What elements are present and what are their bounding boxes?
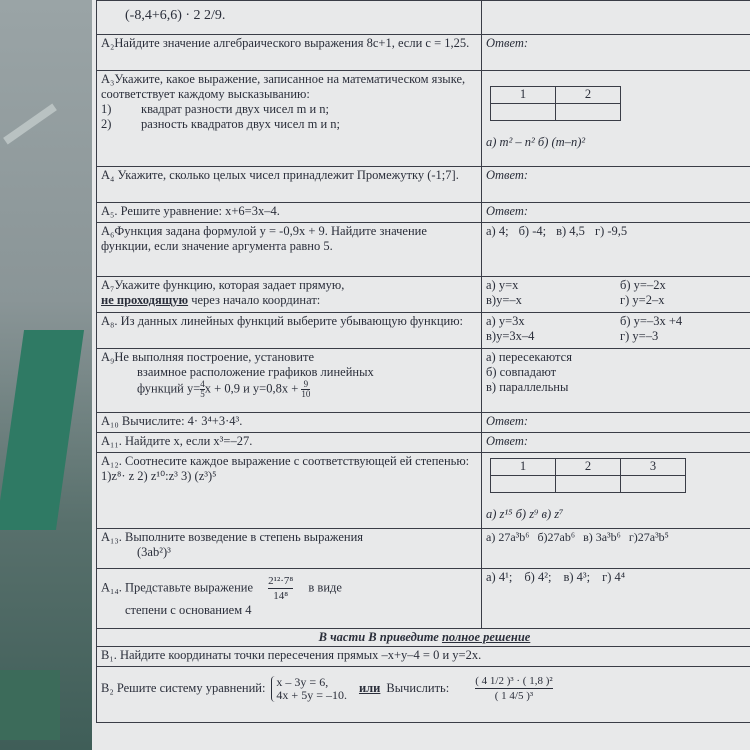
question-b1: В₁. Найдите координаты точки пересечения прямых –х+у–4 = 0 и у=2х. xyxy=(97,647,750,667)
option: г) 4⁴ xyxy=(602,570,626,584)
table-row xyxy=(97,629,750,647)
table-row xyxy=(97,647,750,667)
options-a13 xyxy=(482,529,750,569)
table-row xyxy=(97,433,750,453)
options-a8 xyxy=(482,313,750,349)
answer-box[interactable] xyxy=(491,104,556,121)
option: а) 4; xyxy=(486,224,509,238)
question-a13: А₁₃. Выполните возведение в степень выражения (3ab²)³ xyxy=(97,529,482,569)
table-row xyxy=(97,71,750,167)
option: г) у=2–х xyxy=(620,293,665,307)
option: а) у=3х xyxy=(486,314,525,328)
option: в)у=3х–4 xyxy=(486,329,535,343)
table-row xyxy=(97,667,750,723)
option: а) у=х xyxy=(486,278,519,292)
table-row xyxy=(97,277,750,313)
answer-cell xyxy=(482,1,750,35)
option: б) -4; xyxy=(518,224,547,238)
question-a8: А₈. Из данных линейных функций выберите убывающую функцию: xyxy=(97,313,482,349)
option: в) 4,5 xyxy=(556,224,585,238)
question-a9: А₉Не выполняя построение, установите взаимное расположение графиков линейных функций у= $\frac{4}{5}$ х + 0,9 и у=0,8х + $\frac{9}{10}$ xyxy=(97,349,482,413)
test-table xyxy=(96,0,750,723)
fraction: $\frac{\text{( 4 1/2 )³ · ( 1,8 )²}}{\text{( 1 4/5 )³}}$ xyxy=(475,675,553,702)
table-row xyxy=(97,313,750,349)
option: б) 4²; xyxy=(524,570,552,584)
question-a3: А₃Укажите, какое выражение, записанное на математическом языке, соответствует каждому высказыванию: 1) квадрат разности двух чисел m и n; 2) разность квадратов двух чисел m и n; xyxy=(97,71,482,167)
equation-system: х – 3у = 6, 4х + 5у = –10. xyxy=(271,676,347,702)
option: а) 4¹; xyxy=(486,570,513,584)
table-row xyxy=(97,569,750,629)
options-a9 xyxy=(482,349,750,413)
question-b2: В₂ Решите систему уравнений: х – 3у = 6, 4х + 5у = –10. или Вычислить: $\frac{\text{( 4 1/2 )³ · ( 1,8 )²}}{\text{( 1 4/5 )³}}$ xyxy=(97,667,750,723)
question-a5: А₅. Решите уравнение: х+6=3х–4. xyxy=(97,203,482,223)
question-a7: А₇Укажите функцию, которая задает прямую, не проходящую через начало координат: xyxy=(97,277,482,313)
top-expression: (-8,4+6,6) · 2 2/9. xyxy=(125,8,226,23)
answer-a3: 1 2 а) m² – n² б) (m–n)² xyxy=(482,71,750,167)
fraction: $\frac{\text{2¹²·7⁸}}{\text{14⁸}}$ xyxy=(268,575,294,602)
option: а) пересекаются xyxy=(486,350,572,364)
option: а) 27a³b⁶ xyxy=(486,530,530,544)
answer-box[interactable] xyxy=(491,476,556,493)
option: б) совпадают xyxy=(486,365,557,379)
option: г) у=–3 xyxy=(620,329,659,343)
option: в) 4³; xyxy=(563,570,591,584)
option: б) у=–3х +4 xyxy=(620,314,683,328)
question-a14: А₁₄. Представьте выражение $\frac{\text{2¹²·7⁸}}{\text{14⁸}}$ в виде степени с основанием 4 xyxy=(97,569,482,629)
question-a4: А₄ Укажите, сколько целых чисел принадлежит Промежутку (-1;7]. xyxy=(97,167,482,203)
answer-a12: 1 2 3 а) z¹⁵ б) z⁹ в) z⁷ xyxy=(482,453,750,529)
background-decoration xyxy=(0,670,60,740)
option: б) у=–2х xyxy=(620,278,666,292)
question-a11: А₁₁. Найдите х, если х³=–27. xyxy=(97,433,482,453)
option: в) 3a³b⁶ xyxy=(583,530,621,544)
table-row xyxy=(97,35,750,71)
part-b-heading: В части В приведите полное решение xyxy=(97,629,750,647)
answer-a10: Ответ: xyxy=(482,413,750,433)
table-row xyxy=(97,223,750,277)
option: в) параллельны xyxy=(486,380,569,394)
option: г)27a³b⁵ xyxy=(628,530,669,544)
table-row xyxy=(97,529,750,569)
option: г) -9,5 xyxy=(594,224,628,238)
options-a14 xyxy=(482,569,750,629)
answer-a11: Ответ: xyxy=(482,433,750,453)
answer-a2: Ответ: xyxy=(482,35,750,71)
table-row xyxy=(97,413,750,433)
table-row xyxy=(97,453,750,529)
option: в)у=–х xyxy=(486,293,522,307)
options-a7 xyxy=(482,277,750,313)
question-a6: А₆Функция задана формулой у = -0,9х + 9. Найдите значение функции, если значение аргумента равно 5. xyxy=(97,223,482,277)
table-row xyxy=(97,203,750,223)
answer-a5: Ответ: xyxy=(482,203,750,223)
answer-a4: Ответ: xyxy=(482,167,750,203)
fraction: $\frac{4}{5}$ xyxy=(200,379,205,399)
answer-box[interactable] xyxy=(556,476,621,493)
table-row xyxy=(97,349,750,413)
option: б)27ab⁶ xyxy=(537,530,576,544)
options-a6 xyxy=(482,223,750,277)
question-a2: А₂Найдите значение алгебраического выражения 8с+1, если с = 1,25. xyxy=(97,35,482,71)
question-a10: А₁₀ Вычислите: 4· 3⁴+3·4³. xyxy=(97,413,482,433)
question-cell xyxy=(97,1,482,35)
answer-grid: 1 2 xyxy=(490,86,621,121)
answer-grid: 1 2 3 xyxy=(490,458,686,493)
question-a12: А₁₂. Соотнесите каждое выражение с соответствующей ей степенью: 1)z⁸· z 2) z¹⁰:z³ 3) (z³)⁵ xyxy=(97,453,482,529)
table-row xyxy=(97,1,750,35)
table-row xyxy=(97,167,750,203)
answer-box[interactable] xyxy=(621,476,686,493)
answer-box[interactable] xyxy=(556,104,621,121)
fraction: $\frac{9}{10}$ xyxy=(301,379,311,399)
